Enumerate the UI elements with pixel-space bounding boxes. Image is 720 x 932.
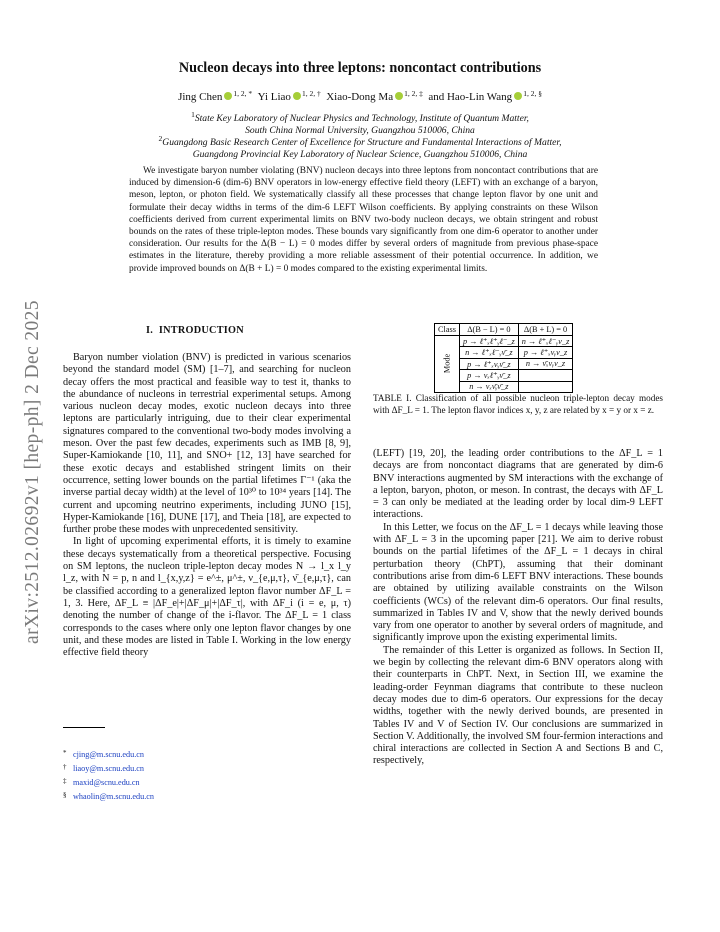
orcid-icon[interactable] [514, 92, 522, 100]
orcid-icon[interactable] [395, 92, 403, 100]
abstract-text: We investigate baryon number violating (BNV) nucleon decays into three leptons from noncontact contributions that are induced by dimension-6 (dim-6) BNV operators in low-energy effective field theory (LEFT) with an exchange of a baryon, meson, lepton, or photon field. We systematically classify all these processes that change lepton flavor by one unit and formulate their decay widths in terms of the dim-6 LEFT Wilson coefficients. By applying constraints on these Wilson coefficients derived from current experimental limits on BNV two-body nucleon decays, we obtain stringent and robust bounds on the rates of these triple-lepton modes. These bounds vary significantly from one dim-6 operator to another under consideration. Our results for the Δ(B − L) = 0 modes differ by several orders of magnitude from previous phase-space estimates in the literature, thereby providing a more reliable assessment of their potential occurrence. In addition, we provide improved bounds on Δ(B + L) = 0 modes compared to the existing experimental limits. [129, 166, 598, 274]
footnote-divider [63, 727, 105, 728]
author-name: Hao-Lin Wang [446, 91, 513, 103]
author-name: Jing Chen [178, 91, 223, 103]
body-paragraph: (LEFT) [19, 20], the leading order contributions to the ΔF_L = 1 decays are from noncontact diagrams that are generated by dim-6 BNV interactions augmented by SM interactions with the exchange of a lepton, baryon, photon, or meson. In contrast, the decays with ΔF_L = 3 can only be mediated at the leading order by local dim-9 LEFT interactions. [373, 448, 663, 521]
affiliation-line: South China Normal University, Guangzhou 510006, China [245, 125, 475, 137]
arxiv-id: arXiv:2512.02692v1 [hep-ph] 2 Dec 2025 [22, 300, 43, 644]
affiliation-line: Guangdong Basic Research Center of Excellence for Structure and Fundamental Interactions of Matter, [162, 137, 562, 148]
arxiv-sidebar-stamp [18, 262, 48, 682]
affiliation-mark: 1 [191, 110, 195, 119]
table-cell [518, 370, 573, 382]
table-cell: p → ℓ⁺ₓνᵧν_z [518, 347, 573, 359]
table-mode-label: Mode [435, 335, 460, 393]
footnote-item: † liaoy@m.scnu.edu.cn [63, 763, 144, 773]
table-cell: n → ℓ⁺ₓℓ⁻ᵧν_z [518, 335, 573, 347]
intro-paragraph: Baryon number violation (BNV) is predicted in various scenarios beyond the standard model (SM) [1–7], and searching for nucleon decay offers the most practical and feasible way to test it, thanks to the abundance of nucleons in terrestrial experimental setups. Among various nucleon decay modes, exotic nucleon decays into three leptons are particularly intriguing, due to their clear experimental signatures compared to the conventional two-body modes involving a meson. Over the past few decades, experiments such as IMB [8, 9], Super-Kamiokande [10, 11], and SNO+ [12, 13] have searched for these exotic decays and established stringent limits on their occurrence, setting lower bounds on the partial lifetimes Γ⁻¹ (aka the inverse partial decay width) at the level of 10³⁰ to 10³⁴ years [14]. The current and upcoming neutrino experiments, including JUNO [15], Hyper-Kamiokande [16], DUNE [17], and Theia [18], are expected to further probe these modes with unprecedented sensitivity. [63, 352, 351, 536]
table-cell [518, 381, 573, 393]
author-affil-sup: 1, 2, § [523, 89, 542, 98]
table-caption: TABLE I. Classification of all possible nucleon triple-lepton decay modes with ΔF_L = 1. The lepton flavor indices x, y, z are related by x = y or x = z. [373, 393, 663, 416]
affiliation-line: Guangdong Provincial Key Laboratory of Nuclear Science, Guangzhou 510006, China [192, 149, 528, 161]
author-name: Yi Liao [257, 91, 291, 103]
abstract [129, 165, 598, 275]
table-cell: n → νₓν̄ᵧν̄_z [459, 381, 518, 393]
footnote-item: § whaolin@m.scnu.edu.cn [63, 791, 154, 801]
footnote-item: ‡ maxid@scnu.edu.cn [63, 777, 140, 787]
author-affil-sup: 1, 2, † [301, 89, 321, 98]
author-affil-sup: 1, 2, ‡ [404, 89, 423, 98]
email-link[interactable]: cjing@m.scnu.edu.cn [73, 750, 144, 759]
affiliation-mark: 2 [158, 134, 163, 143]
body-paragraph: The remainder of this Letter is organized as follows. In Section II, we begin by collecting the relevant dim-6 BNV operators along with their counterparts in ChPT. Next, in Section III, we examine the leading-order Feynman diagrams that contribute to these nucleon decay modes due to dim-6 operators. Our expressions for the decay widths, together with the newly derived bounds, are presented in Tables IV and V of Section IV. Our conclusions are summarized in Section V. Additionally, the involved SM four-fermion interactions and chiral interactions are collected in Section A and Sections B and C, respectively, [373, 644, 663, 767]
affiliation-line: State Key Laboratory of Nuclear Physics and Technology, Institute of Quantum Matter, [194, 113, 529, 124]
intro-paragraph: In light of upcoming experimental efforts, it is timely to examine these decays systematically from a theoretical perspective. Focusing on SM leptons, the nucleon triple-lepton decay modes N → l_x l_y l_z, with N = p, n and l_{x,y,z} = e^±, μ^±, ν_{e,μ,τ}, ν̄_{e,μ,τ}, can be classified according to a generalized lepton flavor number ΔF_L = 1, 3. Here, ΔF_L ≡ |ΔF_e|+|ΔF_μ|+|ΔF_τ|, with ΔF_i (i = e, μ, τ) denoting the number of change of the i-flavor. The ΔF_L = 1 class corresponds to the cases where only one lepton flavor changes by one unit, and these modes are listed in Table I. Working in the low energy effective field theory [63, 536, 351, 659]
left-column [63, 352, 351, 659]
table-cell: n → ν̄ₓνᵧν_z [518, 358, 573, 370]
table-cell: n → ℓ⁺ₓℓ⁻ᵧν̄_z [459, 347, 518, 359]
section-title: INTRODUCTION [158, 325, 244, 336]
email-link[interactable]: liaoy@m.scnu.edu.cn [73, 764, 144, 773]
orcid-icon[interactable] [224, 92, 232, 100]
section-number: I. [146, 325, 154, 336]
paper-title: Nucleon decays into three leptons: noncontact contributions [178, 60, 542, 76]
table-cell: p → ℓ⁺ₓνᵧν̄_z [459, 358, 518, 370]
email-link[interactable]: maxid@scnu.edu.cn [73, 778, 140, 787]
table-header-class: Class [435, 324, 460, 336]
author-affil-sup: 1, 2, * [233, 89, 253, 98]
body-paragraph: In this Letter, we focus on the ΔF_L = 1 decays while leaving those with ΔF_L = 3 in the upcoming paper [21]. We aim to derive robust bounds on the partial lifetimes of the ΔF_L = 1 decays in chiral perturbation theory (ChPT), assuming that their dominant contributions arise from dim-6 LEFT BNV interactions. These bounds are obtained by utilizing available constraints on the Wilson coefficients (WCs) of the relevant dim-6 operators. Our final results, summarized in Tables IV and V, show that the newly derived bounds vary from one operator to another by several orders of magnitude, and significantly improve upon the existing experimental limits. [373, 521, 663, 644]
classification-table [434, 323, 573, 393]
table-header-col1: Δ(B − L) = 0 [459, 324, 518, 336]
email-link[interactable]: whaolin@m.scnu.edu.cn [73, 792, 154, 801]
affiliation-2 [0, 133, 720, 162]
section-heading [146, 325, 244, 336]
author-list [0, 89, 720, 103]
author-conjunction: and [428, 91, 445, 103]
table-cell: p → νₓℓ⁺ᵧν̄_z [459, 370, 518, 382]
table-cell: p → ℓ⁺ₓℓ⁺ᵧℓ⁻_z [459, 335, 518, 347]
footnotes [63, 747, 263, 803]
table-header-col2: Δ(B + L) = 0 [518, 324, 573, 336]
author-name: Xiao-Dong Ma [326, 91, 394, 103]
right-column [373, 448, 663, 768]
orcid-icon[interactable] [293, 92, 301, 100]
footnote-item: * cjing@m.scnu.edu.cn [63, 749, 144, 759]
